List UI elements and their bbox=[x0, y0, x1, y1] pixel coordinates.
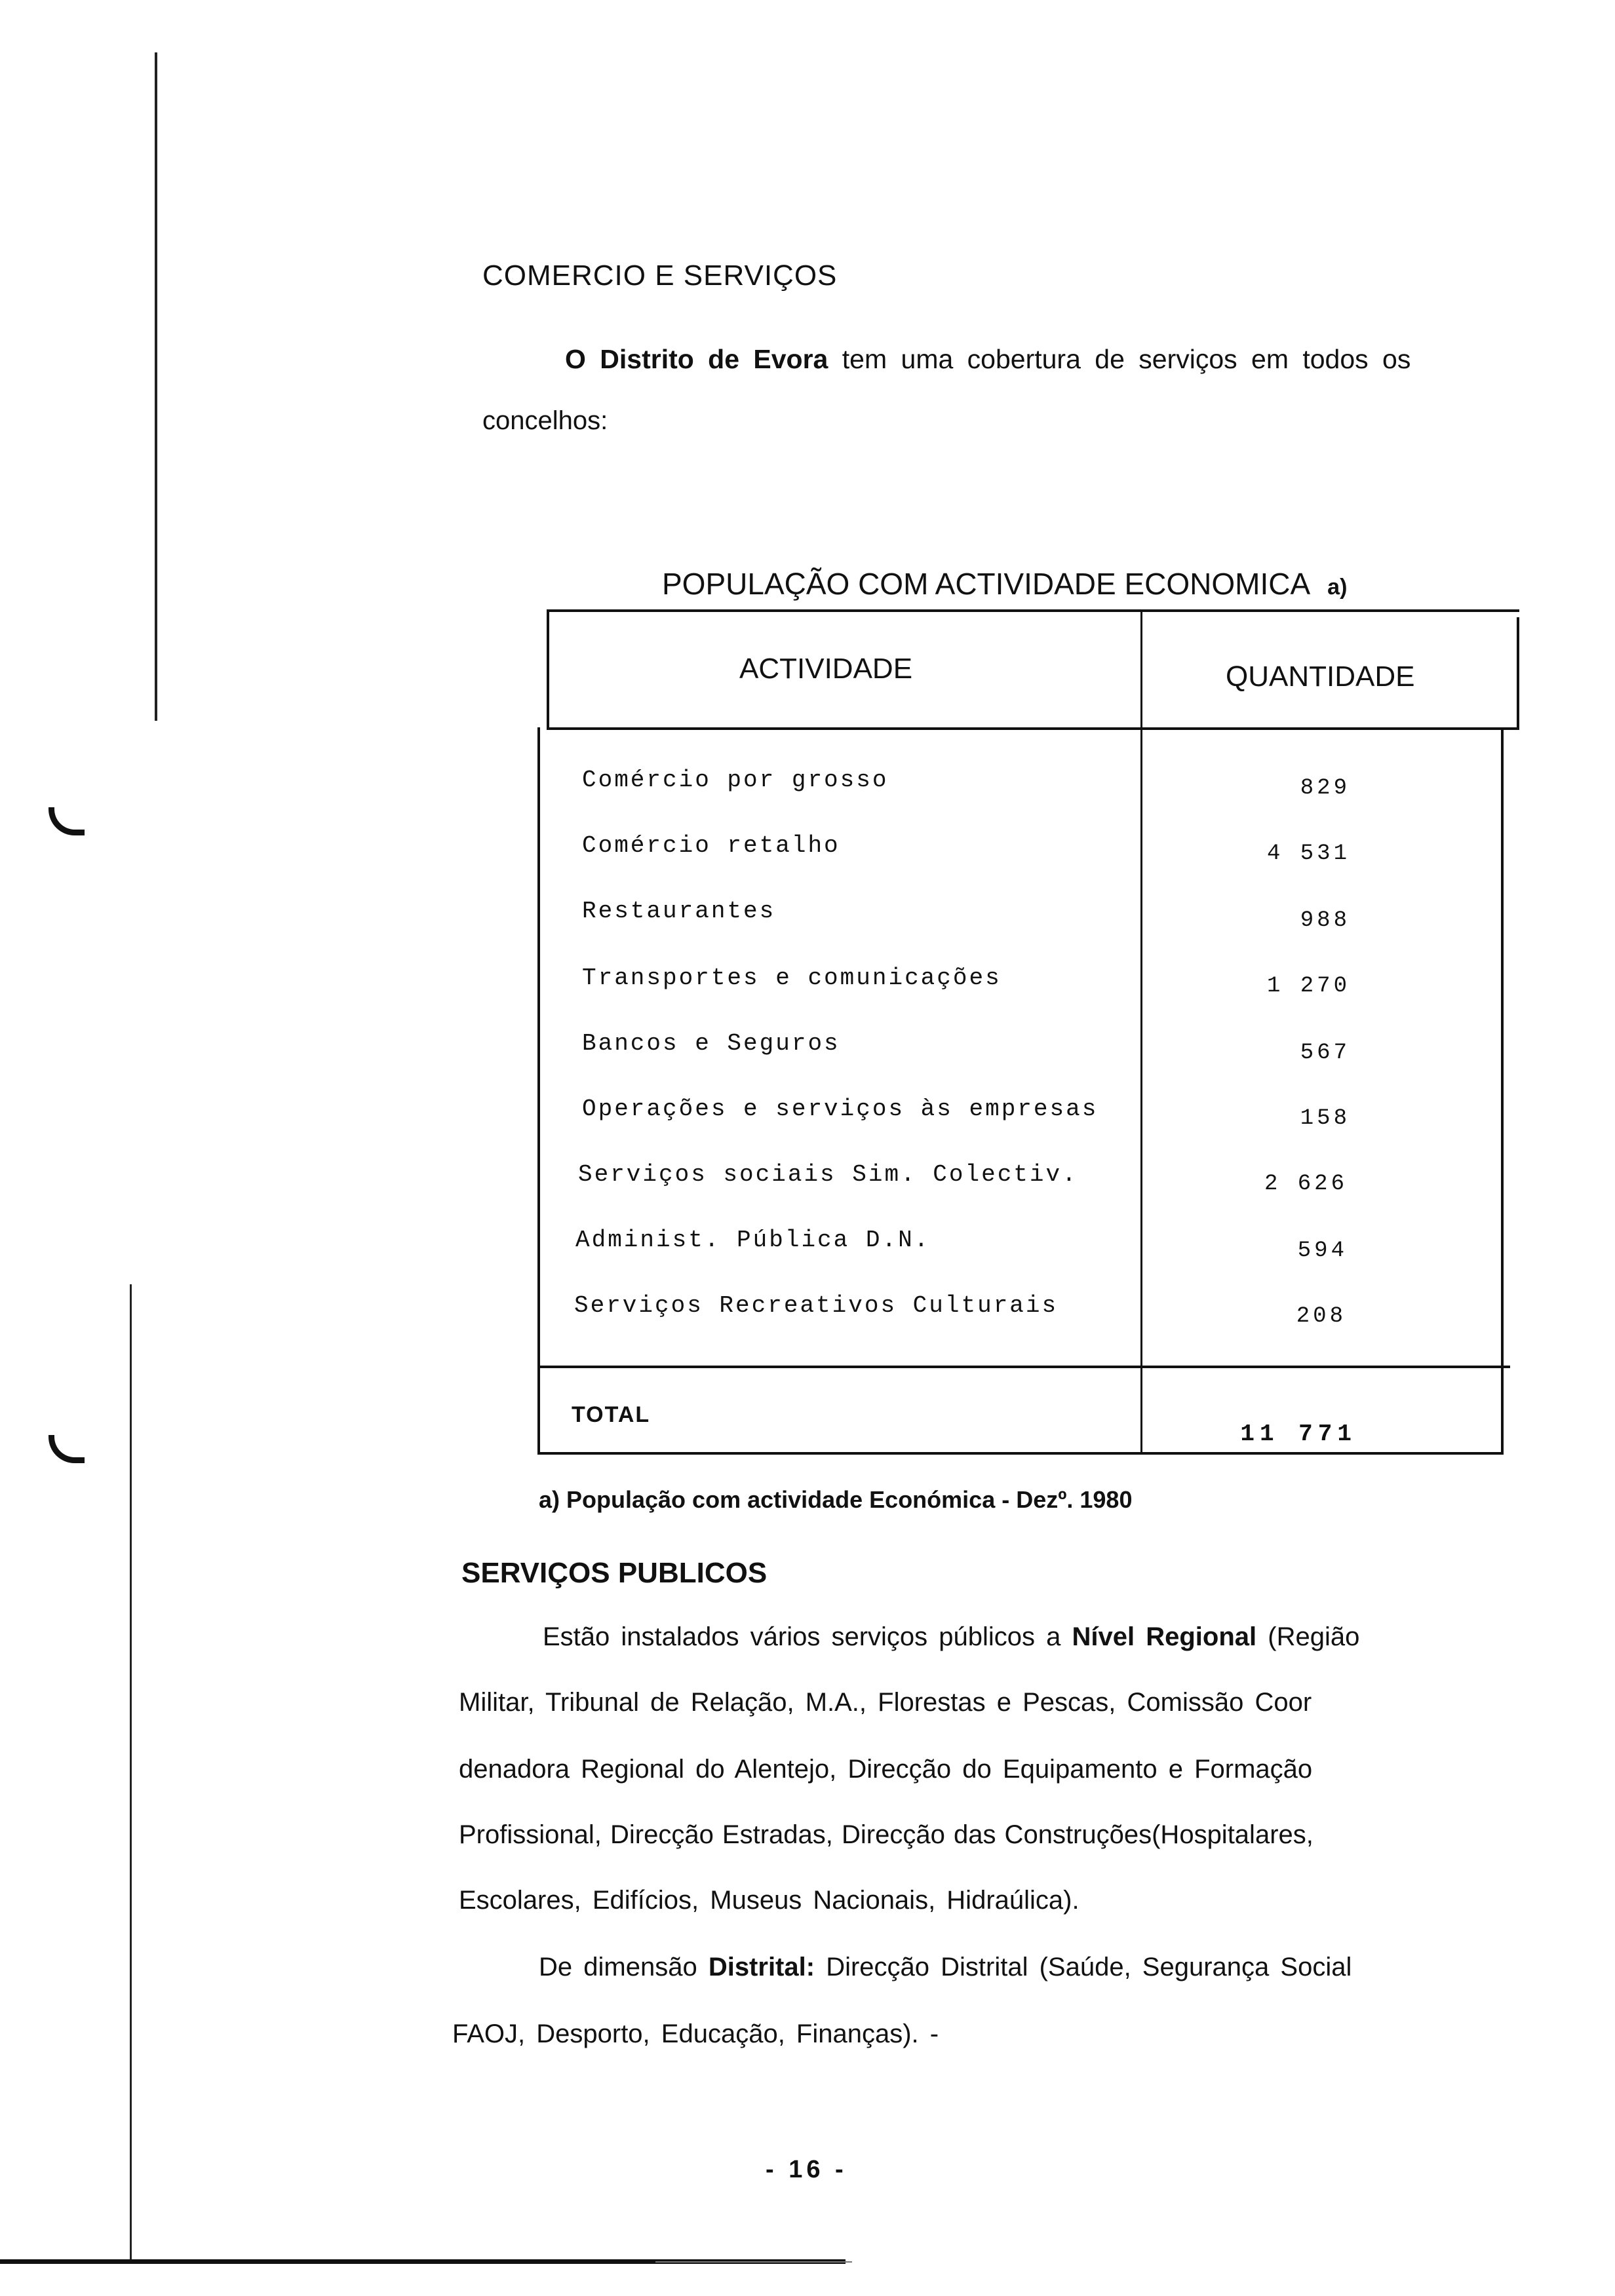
table-row-activity: Transportes e comunicações bbox=[582, 965, 1002, 991]
table-title-text: POPULAÇÃO COM ACTIVIDADE ECONOMICA bbox=[662, 567, 1311, 601]
table-row-quantity: 1 270 bbox=[1266, 974, 1350, 999]
table-total-divider bbox=[537, 1366, 1510, 1368]
table-row-quantity: 988 bbox=[1300, 908, 1350, 933]
table-total-label: TOTAL bbox=[572, 1402, 651, 1427]
public-p2-line-1-bold: Distrital: bbox=[708, 1953, 815, 1981]
section-heading-commerce: COMERCIO E SERVIÇOS bbox=[482, 259, 838, 292]
table-row-activity: Operações e serviços às empresas bbox=[582, 1096, 1099, 1122]
table-row-activity: Comércio retalho bbox=[582, 832, 840, 859]
table-footnote: a) População com actividade Económica - Dezº. 1980 bbox=[539, 1486, 1133, 1513]
table-row-quantity: 208 bbox=[1296, 1304, 1346, 1329]
public-p1-line-2: Militar, Tribunal de Relação, M.A., Florestas e Pescas, Comissão Coor bbox=[459, 1688, 1312, 1717]
public-p2-line-1-a: De dimensão bbox=[539, 1953, 697, 1981]
district-name: O Distrito de Evora bbox=[565, 344, 828, 374]
table-row-quantity: 4 531 bbox=[1266, 841, 1350, 866]
table-title-note: a) bbox=[1327, 575, 1348, 600]
public-p1-line-1-bold: Nível Regional bbox=[1072, 1622, 1257, 1651]
table-row-activity: Restaurantes bbox=[582, 898, 776, 925]
table-column-divider bbox=[1140, 609, 1142, 1455]
public-p1-line-1 bbox=[543, 1624, 1359, 1650]
public-p1-line-3: denadora Regional do Alentejo, Direcção do Equipamento e Formação bbox=[459, 1755, 1313, 1784]
table-left-border-body bbox=[537, 727, 540, 1455]
binder-mark-bottom bbox=[130, 1284, 132, 2261]
table-header-divider bbox=[547, 727, 1519, 730]
table-right-border-body bbox=[1501, 727, 1504, 1455]
table-row-quantity: 158 bbox=[1300, 1106, 1350, 1131]
table-row-quantity: 567 bbox=[1300, 1041, 1350, 1065]
scan-bracket-lower bbox=[49, 1435, 85, 1463]
page-number: - 16 - bbox=[766, 2156, 847, 2183]
public-p1-line-5: Escolares, Edifícios, Museus Nacionais, Hidraúlica). bbox=[459, 1886, 1080, 1915]
table-right-border bbox=[1517, 617, 1519, 730]
public-p1-line-1-c: (Região bbox=[1268, 1622, 1360, 1651]
public-p2-line-2: FAOJ, Desporto, Educação, Finanças). - bbox=[452, 2019, 939, 2048]
table-left-border bbox=[547, 609, 549, 730]
table-row-activity: Administ. Pública D.N. bbox=[575, 1227, 931, 1253]
table-row-activity: Bancos e Seguros bbox=[582, 1030, 840, 1057]
commerce-intro-rest: tem uma cobertura de serviços em todos os bbox=[842, 344, 1411, 374]
binder-mark-top bbox=[155, 52, 157, 721]
table-row-activity: Serviços sociais Sim. Colectiv. bbox=[578, 1161, 1078, 1188]
column-header-activity: ACTIVIDADE bbox=[739, 653, 913, 685]
scan-bottom-rule-faint bbox=[655, 2261, 852, 2263]
public-p2-line-1 bbox=[539, 1954, 1352, 1980]
public-p1-line-1-a: Estão instalados vários serviços públicos a bbox=[543, 1622, 1061, 1651]
table-row-quantity: 594 bbox=[1297, 1238, 1348, 1263]
table-total-value: 11 771 bbox=[1240, 1421, 1357, 1447]
table-row-quantity: 829 bbox=[1300, 776, 1350, 801]
section-heading-public-services: SERVIÇOS PUBLICOS bbox=[461, 1557, 768, 1589]
table-row-activity: Comércio por grosso bbox=[582, 767, 889, 794]
public-p2-line-1-c: Direcção Distrital (Saúde, Segurança Social bbox=[826, 1953, 1352, 1981]
table-row-activity: Serviços Recreativos Culturais bbox=[574, 1292, 1059, 1319]
public-p1-line-4: Profissional, Direcção Estradas, Direcção das Construções(Hospitalares, bbox=[459, 1820, 1313, 1849]
table-title bbox=[662, 566, 1347, 602]
column-header-quantity: QUANTIDADE bbox=[1226, 660, 1415, 693]
scan-bracket-upper bbox=[49, 807, 85, 835]
table-bottom-border bbox=[537, 1452, 1501, 1455]
commerce-intro-line-2: concelhos: bbox=[482, 406, 608, 435]
table-row-quantity: 2 626 bbox=[1264, 1172, 1348, 1196]
commerce-intro-line-1 bbox=[565, 346, 1411, 373]
table-top-border bbox=[547, 609, 1519, 612]
